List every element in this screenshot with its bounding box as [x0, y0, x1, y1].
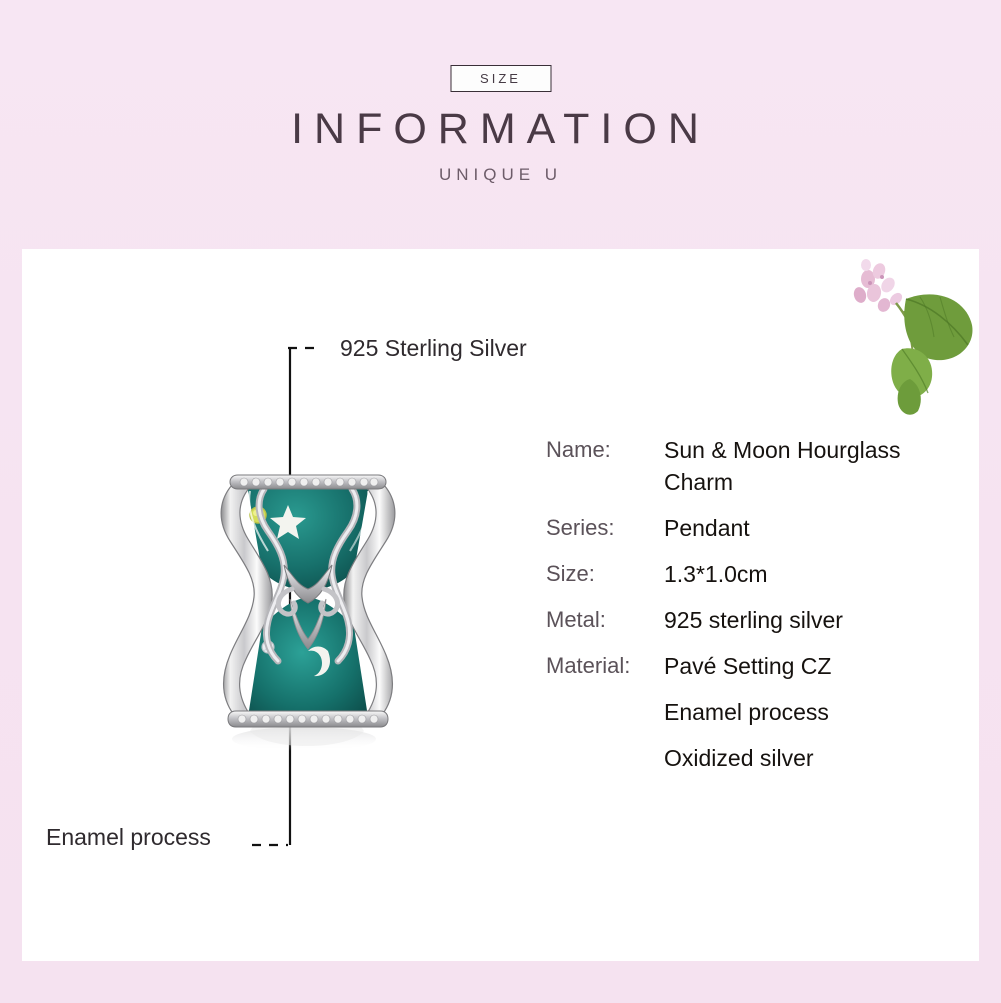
spec-row-name: [546, 434, 961, 498]
spec-label-material: Material:: [546, 653, 631, 678]
page-header: [0, 0, 1001, 248]
callout-enamel-process-label: Enamel process: [46, 824, 211, 850]
spec-value-material: Pavé Setting CZ: [664, 653, 832, 679]
spec-extra-oxidized-silver: Oxidized silver: [664, 745, 814, 771]
size-badge-label: SIZE: [480, 71, 521, 86]
page-subtitle: UNIQUE U: [438, 165, 563, 184]
spec-label-name: Name:: [546, 437, 611, 462]
leaf-flower-decoration: [844, 253, 979, 418]
spec-row-series: [546, 512, 961, 544]
spec-extra-enamel-process: Enamel process: [664, 699, 829, 725]
callout-sterling-silver-label: 925 Sterling Silver: [340, 335, 527, 361]
page-title: INFORMATION: [291, 105, 710, 153]
spec-label-series: Series:: [546, 515, 615, 540]
spec-label-size: Size:: [546, 561, 595, 586]
spec-value-metal: 925 sterling silver: [664, 607, 843, 633]
size-badge: [450, 65, 551, 92]
product-image-hourglass-charm: [172, 439, 442, 759]
spec-label-metal: Metal:: [546, 607, 606, 632]
spec-row-size: [546, 558, 961, 590]
spec-value-name: Sun & Moon Hourglass Charm: [664, 437, 901, 495]
spec-row-material: [546, 650, 961, 682]
info-card: [22, 249, 979, 961]
spec-value-series: Pendant: [664, 515, 750, 541]
spec-row-metal: [546, 604, 961, 636]
spec-value-size: 1.3*1.0cm: [664, 561, 768, 587]
specification-list: [546, 434, 961, 788]
